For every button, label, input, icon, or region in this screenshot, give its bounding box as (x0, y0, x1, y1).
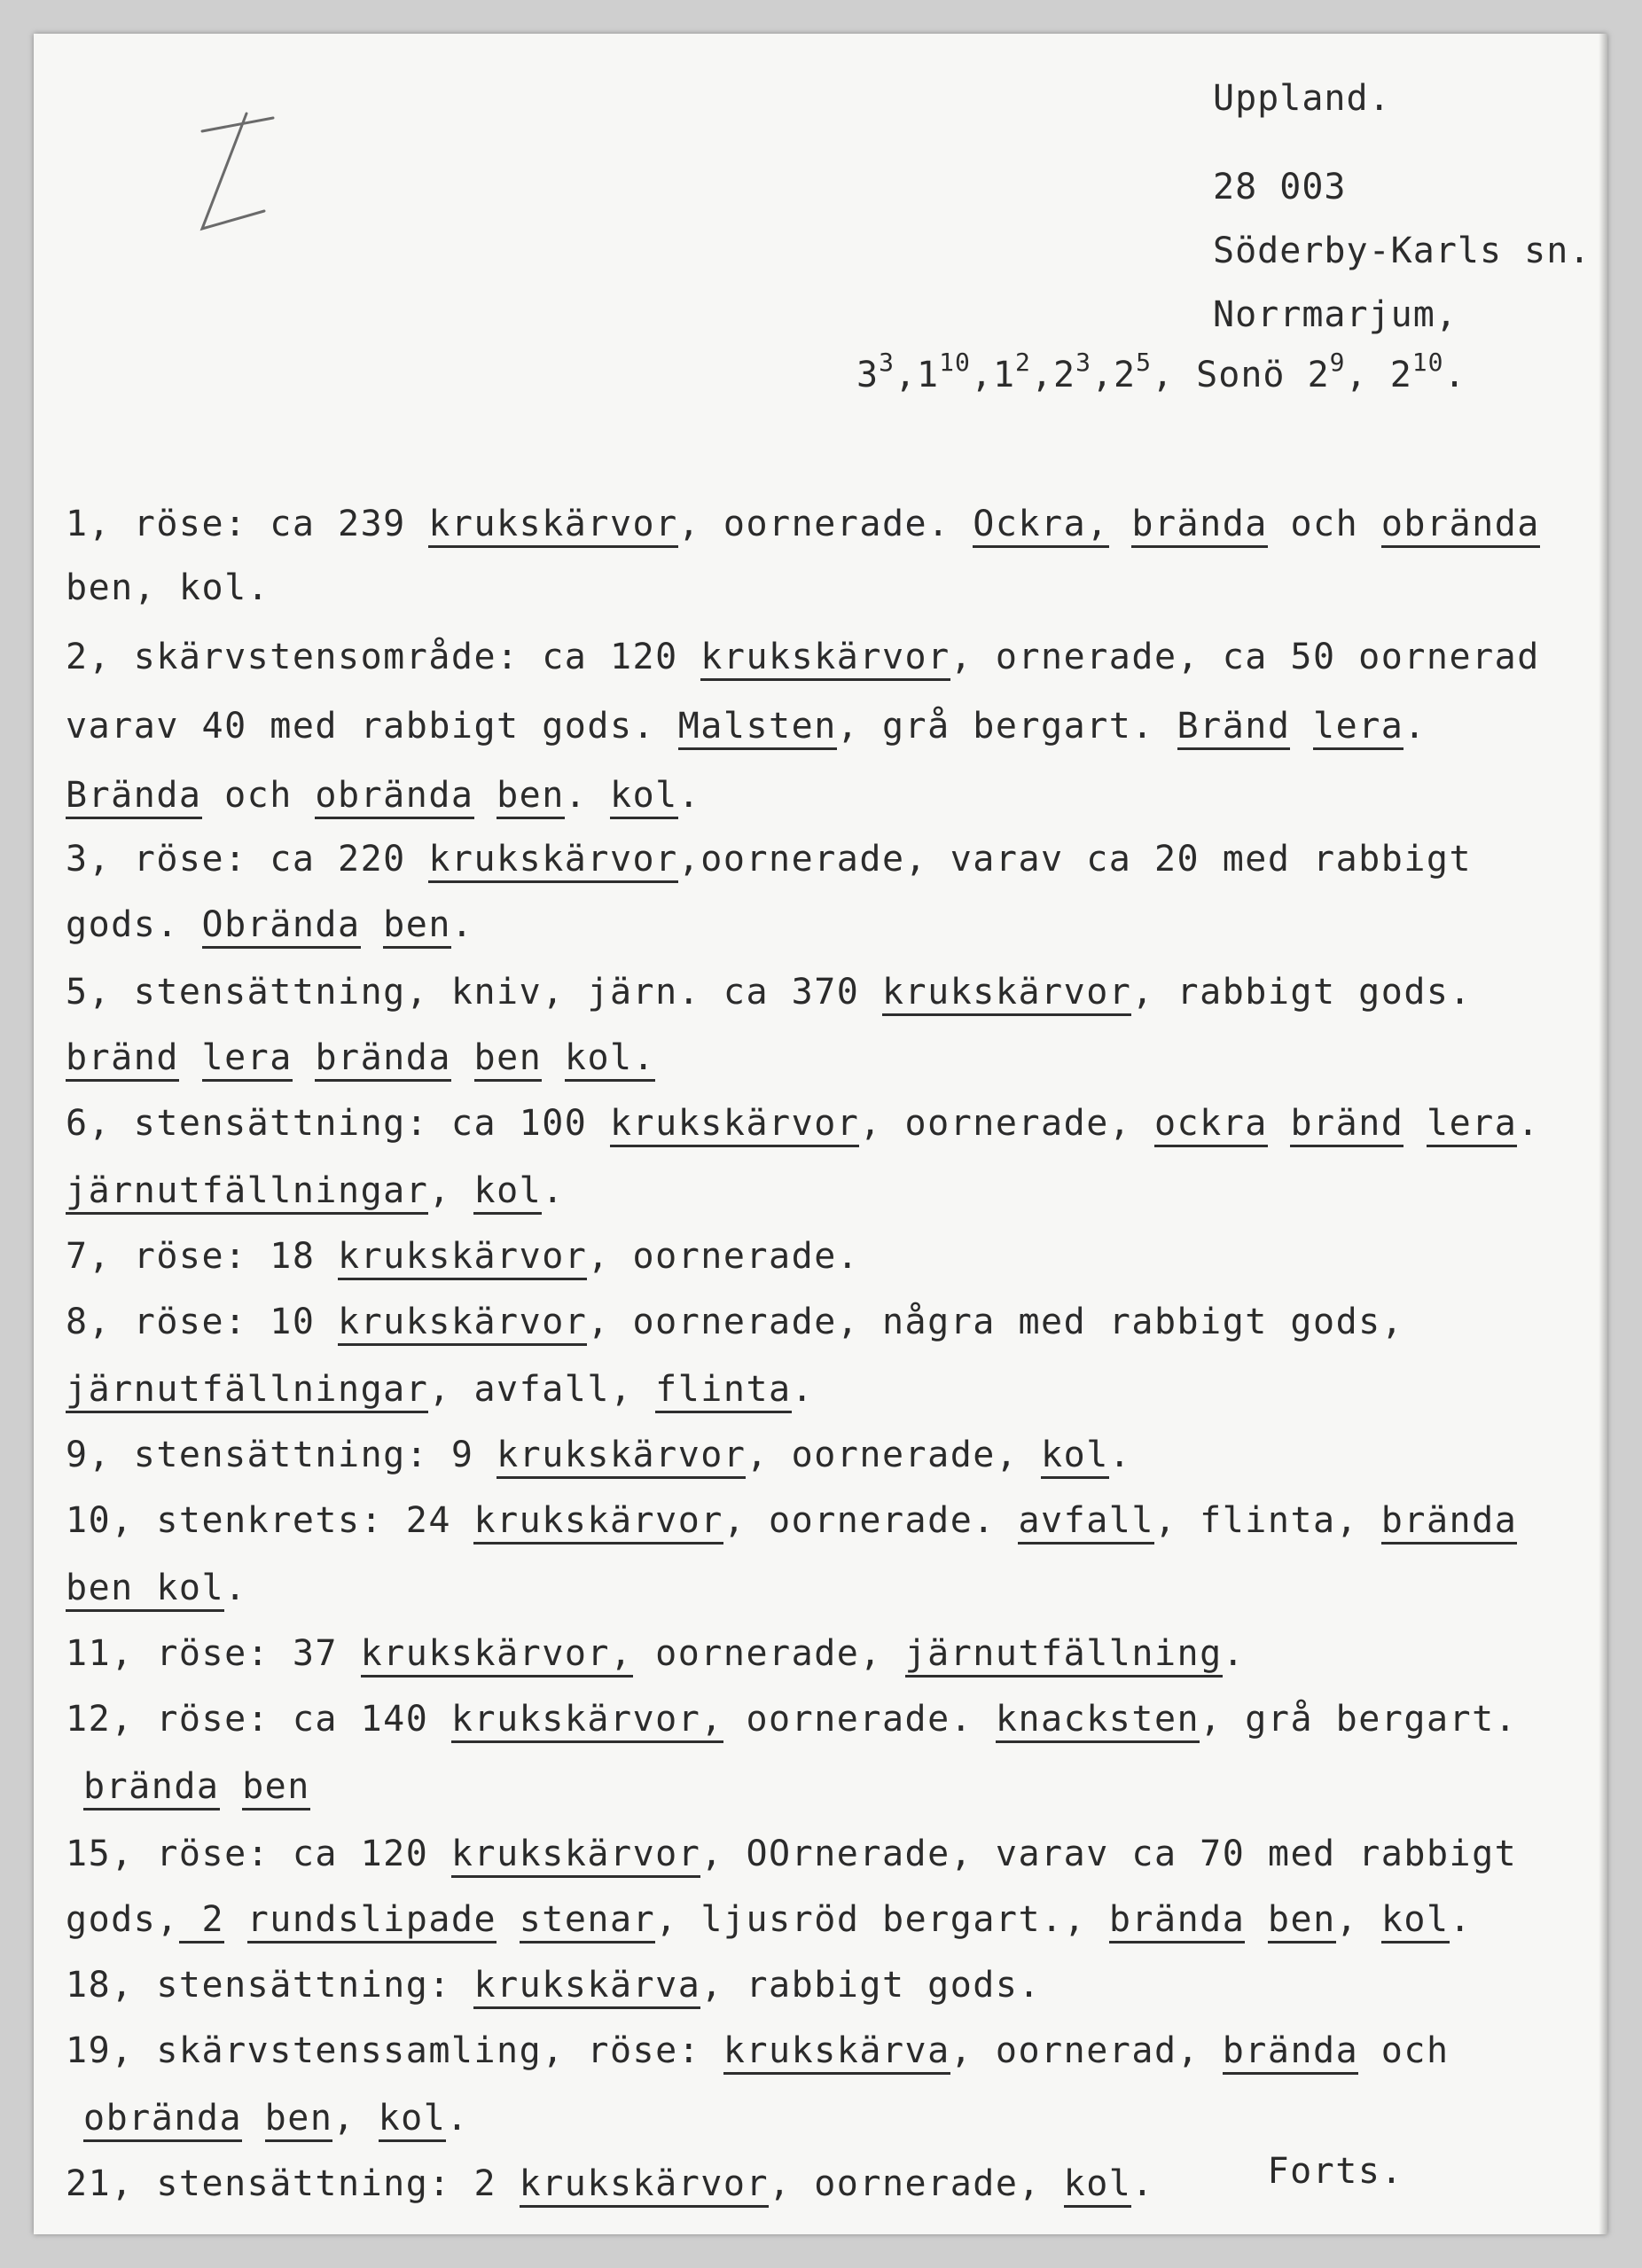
document-header (34, 34, 1607, 459)
text-segment (293, 1037, 316, 1078)
ref-base: 2 (1114, 355, 1137, 395)
text-line (66, 2163, 1154, 2204)
underlined-term: knacksten (996, 1699, 1200, 1743)
underlined-term: ben kol (66, 1568, 224, 1612)
text-segment: . (542, 1170, 565, 1211)
text-segment: 12, röse: ca 140 (66, 1699, 451, 1740)
text-segment: 21, stensättning: 2 (66, 2163, 520, 2204)
underlined-term: kol (1064, 2163, 1132, 2208)
text-segment (451, 1037, 474, 1078)
text-segment: 6, stensättning: ca 100 (66, 1103, 610, 1144)
text-segment: . (1449, 1899, 1473, 1940)
underlined-term: lera (202, 1037, 293, 1082)
text-segment: 3, röse: ca 220 (66, 839, 429, 880)
text-line (66, 1834, 1517, 1874)
ref-superscript: 10 (939, 348, 971, 377)
text-segment: , avfall, (428, 1369, 656, 1410)
text-segment: , oornerade, (746, 1435, 1042, 1475)
text-segment (220, 1766, 243, 1807)
underlined-term: krukskärvor (338, 1302, 587, 1346)
underlined-term: krukskärvor (497, 1435, 746, 1479)
underlined-term: kol (473, 1170, 542, 1215)
text-segment: 10, stenkrets: 24 (66, 1500, 474, 1541)
region-label: Uppland. (1213, 78, 1391, 119)
underlined-term: kol (1381, 1899, 1450, 1943)
text-segment: , flinta, (1153, 1500, 1381, 1541)
underlined-term: lera (1427, 1103, 1517, 1147)
ref-base: 2 (1389, 355, 1412, 395)
text-segment: . (446, 2098, 469, 2139)
reference-numbers (856, 348, 1466, 395)
text-segment (1109, 504, 1132, 544)
ref-base: 1 (992, 355, 1016, 395)
underlined-term: krukskärvor (428, 839, 677, 883)
underlined-term: Ockra, (973, 504, 1109, 548)
continued-label: Forts. (1267, 2151, 1404, 2192)
parish-label: Söderby-Karls sn. (1213, 231, 1591, 271)
text-line (66, 567, 270, 608)
ref-separator: , (1030, 355, 1053, 395)
text-line (83, 1766, 310, 1807)
text-segment: . (1404, 706, 1427, 747)
text-line (66, 839, 1472, 880)
document-sheet (34, 34, 1607, 2234)
ref-separator: , (1091, 355, 1114, 395)
underlined-term: ben (265, 2098, 333, 2142)
text-line (66, 1236, 859, 1277)
underlined-term: lera (1313, 706, 1404, 750)
ref-base: 3 (856, 355, 880, 395)
text-segment: . (450, 904, 474, 945)
ref-base: 2 (1053, 355, 1076, 395)
text-segment: , (332, 2098, 379, 2139)
text-segment: och (201, 775, 316, 816)
underlined-term: flinta (655, 1369, 792, 1413)
text-segment: och (1358, 2030, 1450, 2071)
underlined-term: kol (379, 2098, 447, 2142)
ref-base: Sonö 2 (1196, 355, 1330, 395)
underlined-term: järnutfällningar (66, 1369, 428, 1413)
underlined-term: kol (610, 775, 678, 819)
text-line (66, 1302, 1404, 1342)
ref-superscript: 9 (1329, 348, 1346, 377)
text-line (66, 1037, 655, 1078)
underlined-term: brända (1223, 2030, 1359, 2075)
text-segment (1290, 706, 1313, 747)
underlined-term: brända (1381, 1500, 1518, 1545)
underlined-term: krukskärvor (700, 637, 950, 681)
text-segment: 11, röse: 37 (66, 1633, 361, 1674)
text-segment: . (564, 775, 611, 816)
underlined-term: krukskärvor, (361, 1633, 633, 1678)
text-line (66, 1435, 1131, 1475)
text-line (66, 775, 700, 816)
underlined-term: krukskärva (723, 2030, 950, 2075)
ref-separator: , (1152, 355, 1197, 395)
text-segment: , ornerade, ca 50 oornerad (950, 637, 1540, 677)
text-segment: varav 40 med rabbigt gods. (66, 706, 678, 747)
text-line (66, 504, 1540, 544)
text-line (66, 972, 1472, 1013)
underlined-term: krukskärvor (610, 1103, 859, 1147)
underlined-term: krukskärvor (473, 1500, 723, 1545)
underlined-term: Bränd (1177, 706, 1291, 750)
text-segment: oornerade. (723, 1699, 996, 1740)
underlined-term: ben (1268, 1899, 1336, 1943)
ref-superscript: 10 (1411, 348, 1444, 377)
underlined-term: Brända (66, 775, 202, 819)
text-segment (497, 1899, 520, 1940)
text-segment: , oornerade, (769, 2163, 1064, 2204)
text-segment: gods, (66, 1899, 179, 1940)
text-segment (224, 1899, 247, 1940)
text-segment: , rabbigt gods. (1131, 972, 1473, 1013)
underlined-term: bränd (66, 1037, 179, 1082)
text-segment: , grå bergart. (836, 706, 1177, 747)
underlined-term: ockra (1154, 1103, 1268, 1147)
ref-superscript: 3 (1075, 348, 1091, 377)
text-segment: 5, stensättning, kniv, järn. ca 370 (66, 972, 882, 1013)
underlined-term: krukskärvor (451, 1834, 700, 1878)
underlined-term: krukskärvor (520, 2163, 769, 2208)
text-segment (361, 904, 384, 945)
underlined-term: krukskärvor (882, 972, 1131, 1016)
underlined-term: brända (1131, 504, 1268, 548)
text-segment: oornerade, (632, 1633, 905, 1674)
catalog-number: 28 003 (1213, 167, 1347, 207)
text-segment: , oornerade. (723, 1500, 1019, 1541)
underlined-term: ben (497, 775, 565, 819)
text-line (66, 1699, 1517, 1740)
text-line (66, 1899, 1472, 1940)
underlined-term: obrända (1381, 504, 1540, 548)
underlined-term: kol (1041, 1435, 1109, 1479)
text-segment: , oornerade, några med rabbigt gods, (587, 1302, 1404, 1342)
text-segment: 7, röse: 18 (66, 1236, 338, 1277)
text-segment: 1, röse: ca 239 (66, 504, 429, 544)
place-label: Norrmarjum, (1213, 294, 1458, 335)
underlined-term: ben (383, 904, 451, 949)
underlined-term: stenar (520, 1899, 656, 1943)
text-segment: 9, stensättning: 9 (66, 1435, 497, 1475)
text-segment: , rabbigt gods. (700, 1965, 1042, 2006)
underlined-term: järnutfällning (905, 1633, 1223, 1678)
underlined-term: järnutfällningar (66, 1170, 428, 1215)
text-segment: , OOrnerade, varav ca 70 med rabbigt (700, 1834, 1518, 1874)
underlined-term: ben (242, 1766, 310, 1810)
underlined-term: krukskärvor (428, 504, 677, 548)
text-segment: , grå bergart. (1200, 1699, 1518, 1740)
text-segment: 19, skärvstenssamling, röse: (66, 2030, 723, 2071)
text-segment: 18, stensättning: (66, 1965, 474, 2006)
underlined-term: Obrända (202, 904, 361, 949)
text-segment: ,oornerade, varav ca 20 med rabbigt (677, 839, 1473, 880)
text-line (66, 904, 474, 945)
text-line (66, 637, 1540, 677)
underlined-term: rundslipade (247, 1899, 497, 1943)
text-segment (1245, 1899, 1268, 1940)
underlined-term: krukskärvor (338, 1236, 587, 1280)
text-line (66, 1369, 814, 1410)
text-line (66, 1965, 1041, 2006)
text-segment: ben, kol. (66, 567, 270, 608)
text-segment: . (677, 775, 701, 816)
ref-separator: . (1443, 355, 1466, 395)
text-segment: 15, röse: ca 120 (66, 1834, 451, 1874)
underlined-term: bränd (1290, 1103, 1404, 1147)
text-segment: 2, skärvstensområde: ca 120 (66, 637, 701, 677)
text-line (66, 2030, 1450, 2071)
text-line (66, 1170, 565, 1211)
ref-separator: , (970, 355, 993, 395)
underlined-term: Malsten (678, 706, 837, 750)
text-segment: , oornerade. (677, 504, 973, 544)
ref-superscript: 3 (879, 348, 895, 377)
text-segment: , oornerad, (950, 2030, 1223, 2071)
text-line (66, 1500, 1517, 1541)
underlined-term: brända (1109, 1899, 1246, 1943)
text-segment: . (1517, 1103, 1540, 1144)
text-segment: . (224, 1568, 247, 1608)
text-segment (474, 775, 497, 816)
ref-separator: , (1345, 355, 1390, 395)
text-segment (1268, 1103, 1291, 1144)
text-segment: . (1222, 1633, 1246, 1674)
ref-superscript: 2 (1015, 348, 1031, 377)
text-segment: och (1267, 504, 1381, 544)
text-line (66, 1633, 1245, 1674)
text-segment: . (1108, 1435, 1132, 1475)
underlined-term: brända (83, 1766, 220, 1810)
text-line (66, 1103, 1540, 1144)
underlined-term: krukskärva (473, 1965, 700, 2009)
text-segment: , oornerade, (859, 1103, 1154, 1144)
underlined-term: brända (315, 1037, 451, 1082)
underlined-term: obrända (315, 775, 473, 819)
underlined-term: 2 (179, 1899, 224, 1943)
underlined-term: avfall (1018, 1500, 1154, 1545)
text-segment: , (1335, 1899, 1381, 1940)
text-segment: , ljusröd bergart., (655, 1899, 1109, 1940)
text-segment: 8, röse: 10 (66, 1302, 338, 1342)
underlined-term: kol. (565, 1037, 655, 1082)
text-segment: . (791, 1369, 815, 1410)
text-segment (542, 1037, 565, 1078)
text-segment (179, 1037, 202, 1078)
underlined-term: krukskärvor, (451, 1699, 723, 1743)
ref-base: 1 (917, 355, 940, 395)
text-line (83, 2098, 469, 2139)
ref-superscript: 5 (1136, 348, 1152, 377)
text-line (66, 1568, 247, 1608)
underlined-term: ben (474, 1037, 543, 1082)
text-segment: gods. (66, 904, 202, 945)
underlined-term: obrända (83, 2098, 242, 2142)
ref-separator: , (894, 355, 918, 395)
text-segment (1404, 1103, 1427, 1144)
text-segment: . (1131, 2163, 1154, 2204)
text-segment: , (428, 1170, 474, 1211)
text-segment (242, 2098, 265, 2139)
text-line (66, 706, 1427, 747)
text-segment: , oornerade. (587, 1236, 860, 1277)
